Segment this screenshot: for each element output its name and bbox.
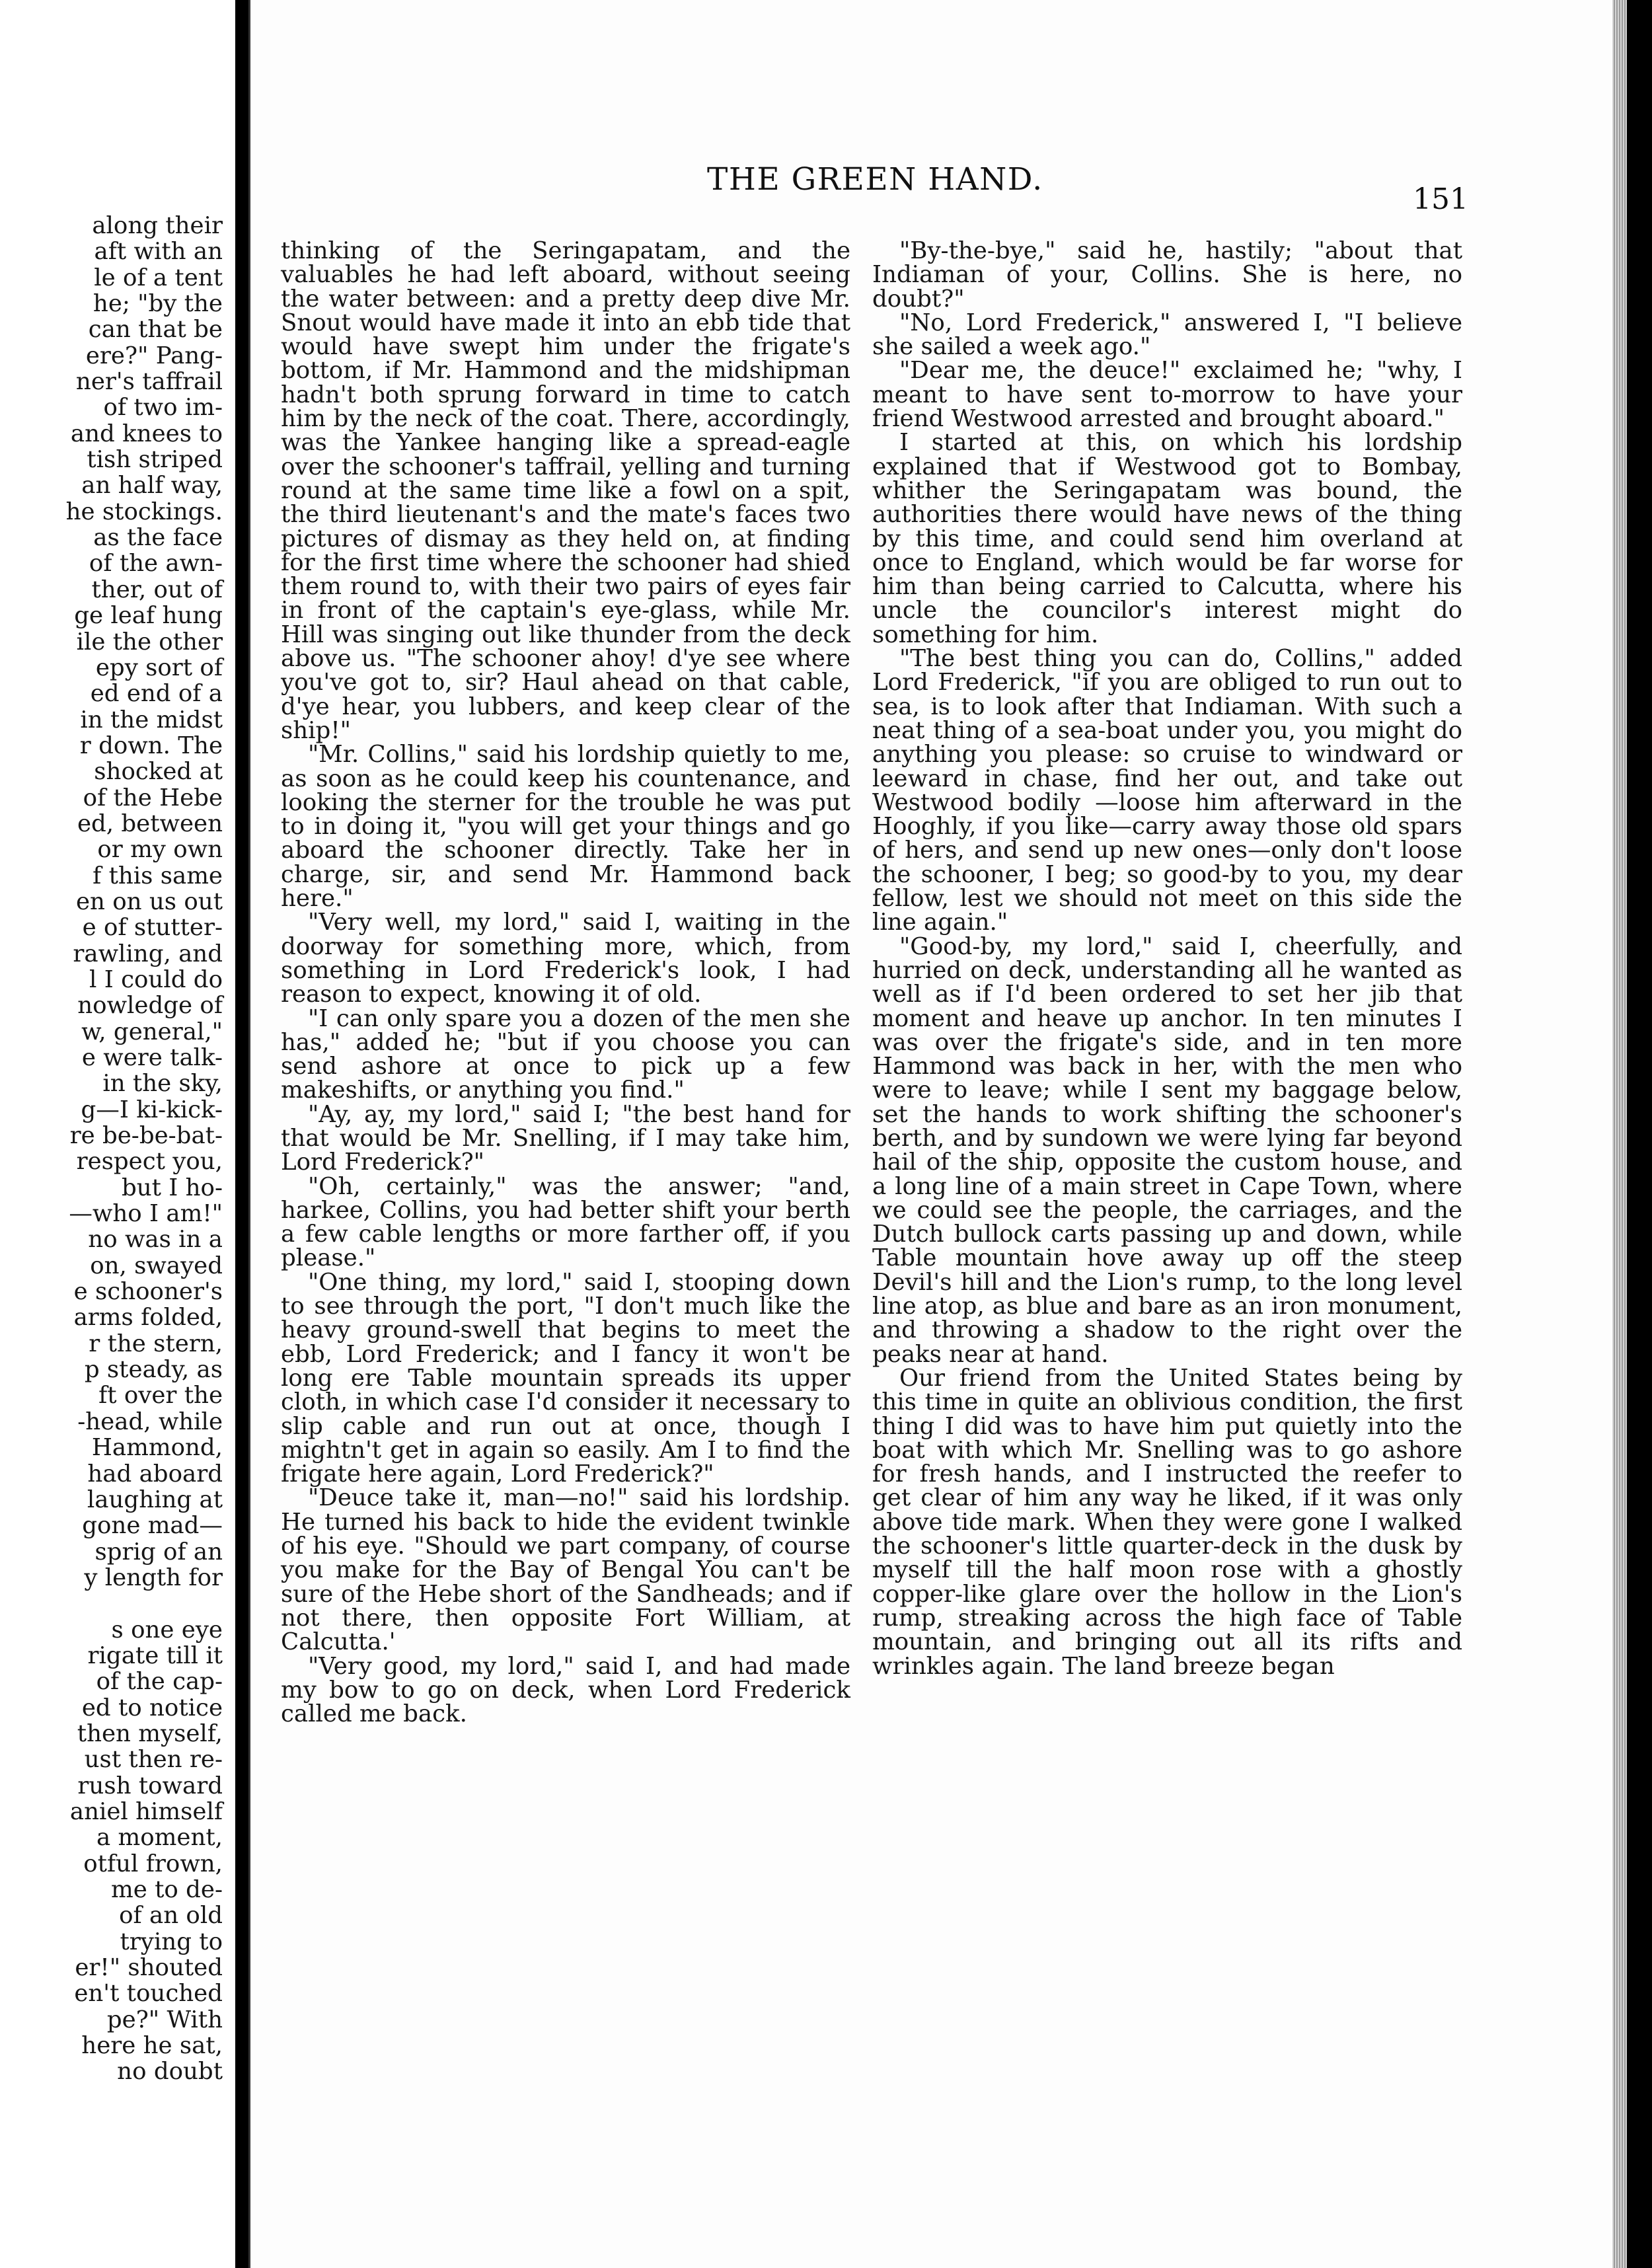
fragment-line: p steady, as: [84, 1356, 223, 1384]
fragment-line: g—I ki-kick-: [81, 1096, 223, 1123]
fragment-line: ed to notice: [81, 1694, 223, 1721]
fragment-line: en on us out: [75, 888, 223, 915]
fragment-line: ere?" Pang-: [85, 342, 223, 369]
paragraph: "Good-by, my lord," said I, cheerfully, and hurried on deck, understanding all he wanted as well as if I'd been ordered to set her jib that moment and heave up anchor. In ten minutes I was over the frigate's side, and in ten more Hammond was back in her, with the men who were to leave; while I sent my baggage below, set the hands to work shifting the schooner's berth, and by sundown we were lying far beyond hail of the ship, opposite the custom house, and a long line of a main street in Cape Town, where we could see the people, the carriages, and the Dutch bullock carts passing up and down, while Table mountain hove away up off the steep Devil's hill and the Lion's rump, to the long level line atop, as blue and bare as an iron monument, and throwing a shadow to the right over the peaks near at hand.: [872, 932, 1462, 1368]
paragraph: "Very well, my lord," said I, waiting in the doorway for something more, which, from something in Lord Frederick's look, I had reason to expect, knowing it of old.: [281, 909, 850, 1008]
fragment-line: re be-be-bat-: [69, 1122, 223, 1150]
paragraph: "Deuce take it, man—no!" said his lordship. He turned his back to hide the evident twinkle of his eye. "Should we part company, of course you make for the Bay of Bengal You can't be sure of the Hebe short of the Sandheads; and if not there, then opposite Fort William, at Calcutta.': [281, 1484, 850, 1656]
fragment-line: in the midst: [80, 706, 223, 734]
fragment-line: ther, out of: [91, 576, 223, 603]
page-edge: [1612, 0, 1627, 2268]
fragment-line: here he sat,: [81, 2032, 223, 2060]
fragment-line: aft with an: [94, 238, 223, 266]
fragment-line: er!" shouted: [75, 1954, 223, 1982]
fragment-line: en't touched: [74, 1980, 223, 2008]
fragment-line: of the cap-: [96, 1668, 223, 1696]
fragment-line: epy sort of: [95, 654, 223, 681]
paragraph: "Mr. Collins," said his lordship quietly to me, as soon as he could keep his countenance, and looking the sterner for the trouble he was put to in doing it, "you will get your things and go aboard the schooner directly. Take her in charge, sir, and send Mr. Hammond back here.": [281, 741, 850, 913]
paragraph: thinking of the Seringapatam, and the valuables he had left aboard, without seeing the water between: and a pretty deep dive Mr. Snout would have made it into an ebb tide that would have swept him under the frigate's bottom, if Mr. Hammond and the midshipman hadn't both sprung forward in time to catch him by the neck of the coat. There, accordingly, was the Yankee hanging like a spread-eagle over the schooner's taffrail, yelling and turning round at the same time like a fowl on a spit, the third lieutenant's and the mate's faces two pictures of dismay as they held on, at finding for the first time where the schooner had shied them round to, with their two pairs of eyes fair in front of the captain's eye-glass, while Mr. Hill was singing out like thunder from the deck above us. "The schooner ahoy! d'ye see where you've got to, sir? Haul ahead on that cable, d'ye hear, you lubbers, and keep clear of the ship!": [281, 237, 850, 744]
paragraph: Our friend from the United States being by this time in quite an oblivious condition, the first thing I did was to have him put quietly into the boat with which Mr. Snelling was to go ashore for fresh hands, and I instructed the reefer to get clear of him any way he liked, if it was only above tide mark. When they were gone I walked the schooner's little quarter-deck in the dusk by myself till the half moon rose with a ghostly copper-like glare over the hollow in the Lion's rump, streaking across the high face of Table mountain, and bringing out all its rifts and wrinkles again. The land breeze began: [872, 1364, 1462, 1680]
fragment-line: or my own: [97, 836, 223, 864]
fragment-line: gone mad—: [82, 1512, 223, 1540]
fragment-line: no doubt: [117, 2058, 223, 2086]
paragraph: "Dear me, the deuce!" exclaimed he; "why, I meant to have sent to-morrow to have your friend Westwood arrested and brought aboard.": [872, 357, 1462, 433]
fragment-line: s one eye: [111, 1616, 223, 1644]
paragraph: "By-the-bye," said he, hastily; "about that Indiaman of your, Collins. She is here, no doubt?": [872, 237, 1462, 313]
fragment-line: respect you,: [76, 1148, 223, 1176]
fragment-line: a moment,: [96, 1824, 223, 1852]
fragment-line: then myself,: [77, 1720, 223, 1747]
paragraph: "Very good, my lord," said I, and had made my bow to go on deck, when Lord Frederick called me back.: [281, 1652, 850, 1728]
fragment-line: -head, while: [77, 1408, 223, 1435]
facing-page-text: [0, 213, 223, 2085]
paragraph: "One thing, my lord," said I, stooping down to see through the port, "I don't much like the heavy ground-swell that begins to meet the ebb, Lord Frederick; and I fancy it won't be long ere Table mountain spreads its upper cloth, in which case I'd consider it necessary to slip cable and run out at once, though I mightn't get in again so easily. Am I to find the frigate here again, Lord Frederick?": [281, 1268, 850, 1488]
fragment-line: trying to: [120, 1928, 223, 1955]
fragment-line: pe?" With: [106, 2006, 223, 2033]
fragment-line: no was in a: [88, 1226, 223, 1254]
paragraph: "The best thing you can do, Collins," added Lord Frederick, "if you are obliged to run out to sea, is to look after that Indiaman. With such a neat thing of a sea-boat under you, you might do anything you please: so cruise to windward or leeward in chase, find her out, and take out Westwood bodily —loose him afterward in the Hooghly, if you like—carry away those old spars of hers, and send up new ones—only don't loose the schooner, I beg; so good-by to you, my dear fellow, lest we should not meet on this side the line again.": [872, 645, 1462, 936]
paragraph: I started at this, on which his lordship explained that if Westwood got to Bombay, whither the Seringapatam was bound, the authorities there would have news of the thing by this time, and could send him overland at once to England, which would be far worse for him than being carried to Calcutta, where his uncle the councilor's interest might do something for him.: [872, 429, 1462, 648]
fragment-line: laughing at: [87, 1486, 223, 1513]
fragment-line: ed end of a: [90, 680, 223, 708]
text-column-1: [281, 239, 850, 1726]
fragment-line: w, general,": [81, 1018, 223, 1045]
fragment-line: ner's taffrail: [75, 368, 223, 396]
fragment-line: as the face: [93, 524, 223, 552]
running-header: THE GREEN HAND.: [707, 161, 1043, 198]
fragment-line: shocked at: [94, 758, 223, 786]
page-number: 151: [1413, 182, 1468, 216]
fragment-line: can that be: [88, 316, 223, 344]
fragment-line: along their: [92, 212, 223, 239]
fragment-line: —who I am!": [69, 1200, 223, 1228]
fragment-line: sprig of an: [94, 1538, 223, 1566]
fragment-line: l I could do: [89, 965, 223, 993]
fragment-line: aniel himself: [69, 1797, 223, 1825]
fragment-line: he; "by the: [93, 290, 223, 318]
fragment-line: e of stutter-: [82, 914, 223, 942]
fragment-line: me to de-: [111, 1876, 223, 1903]
paragraph: "Ay, ay, my lord," said I; "the best hand for that would be Mr. Snelling, if I may take him, Lord Frederick?": [281, 1100, 850, 1176]
fragment-line: an half way,: [81, 472, 223, 500]
fragment-line: tish striped: [87, 446, 223, 474]
fragment-line: arms folded,: [73, 1304, 223, 1332]
fragment-line: rawling, and: [73, 940, 223, 967]
fragment-line: [0, 1591, 223, 1616]
fragment-line: y length for: [84, 1564, 223, 1591]
fragment-line: ust then re-: [84, 1746, 223, 1774]
fragment-line: e schooner's: [73, 1278, 223, 1306]
fragment-line: otful frown,: [83, 1850, 223, 1877]
fragment-line: but I ho-: [121, 1174, 223, 1201]
fragment-line: on, swayed: [90, 1252, 223, 1279]
fragment-line: had aboard: [87, 1460, 223, 1488]
fragment-line: ile the other: [76, 628, 223, 656]
fragment-line: of the Hebe: [83, 784, 223, 812]
paragraph: "I can only spare you a dozen of the men she has," added he; "but if you choose you can send ashore at once to pick up a few makeshifts, or anything you find.": [281, 1004, 850, 1104]
fragment-line: nowledge of: [77, 992, 223, 1020]
fragment-line: and knees to: [70, 420, 223, 447]
fragment-line: le of a tent: [94, 264, 223, 291]
fragment-line: rigate till it: [87, 1642, 223, 1669]
fragment-line: he stockings.: [65, 498, 223, 525]
fragment-line: ge leaf hung: [74, 602, 223, 630]
fragment-line: ed, between: [77, 810, 223, 837]
fragment-line: in the sky,: [102, 1070, 223, 1098]
fragment-line: of an old: [119, 1902, 223, 1930]
fragment-line: e were talk-: [81, 1044, 223, 1071]
paragraph: "No, Lord Frederick," answered I, "I believe she sailed a week ago.": [872, 309, 1462, 361]
book-gutter: [235, 0, 248, 2268]
fragment-line: f this same: [93, 862, 223, 889]
fragment-line: r the stern,: [89, 1330, 223, 1357]
fragment-line: r down. The: [79, 732, 223, 759]
fragment-line: Hammond,: [91, 1434, 223, 1462]
fragment-line: ft over the: [98, 1382, 223, 1410]
paragraph: "Oh, certainly," was the answer; "and, harkee, Collins, you had better shift your berth a few cable lengths or more farther off, if you please.": [281, 1172, 850, 1272]
text-column-2: [872, 239, 1462, 1679]
fragment-line: of the awn-: [89, 550, 223, 578]
fragment-line: rush toward: [77, 1772, 223, 1799]
fragment-line: of two im-: [103, 394, 223, 422]
facing-page-fragment: [0, 0, 235, 2268]
